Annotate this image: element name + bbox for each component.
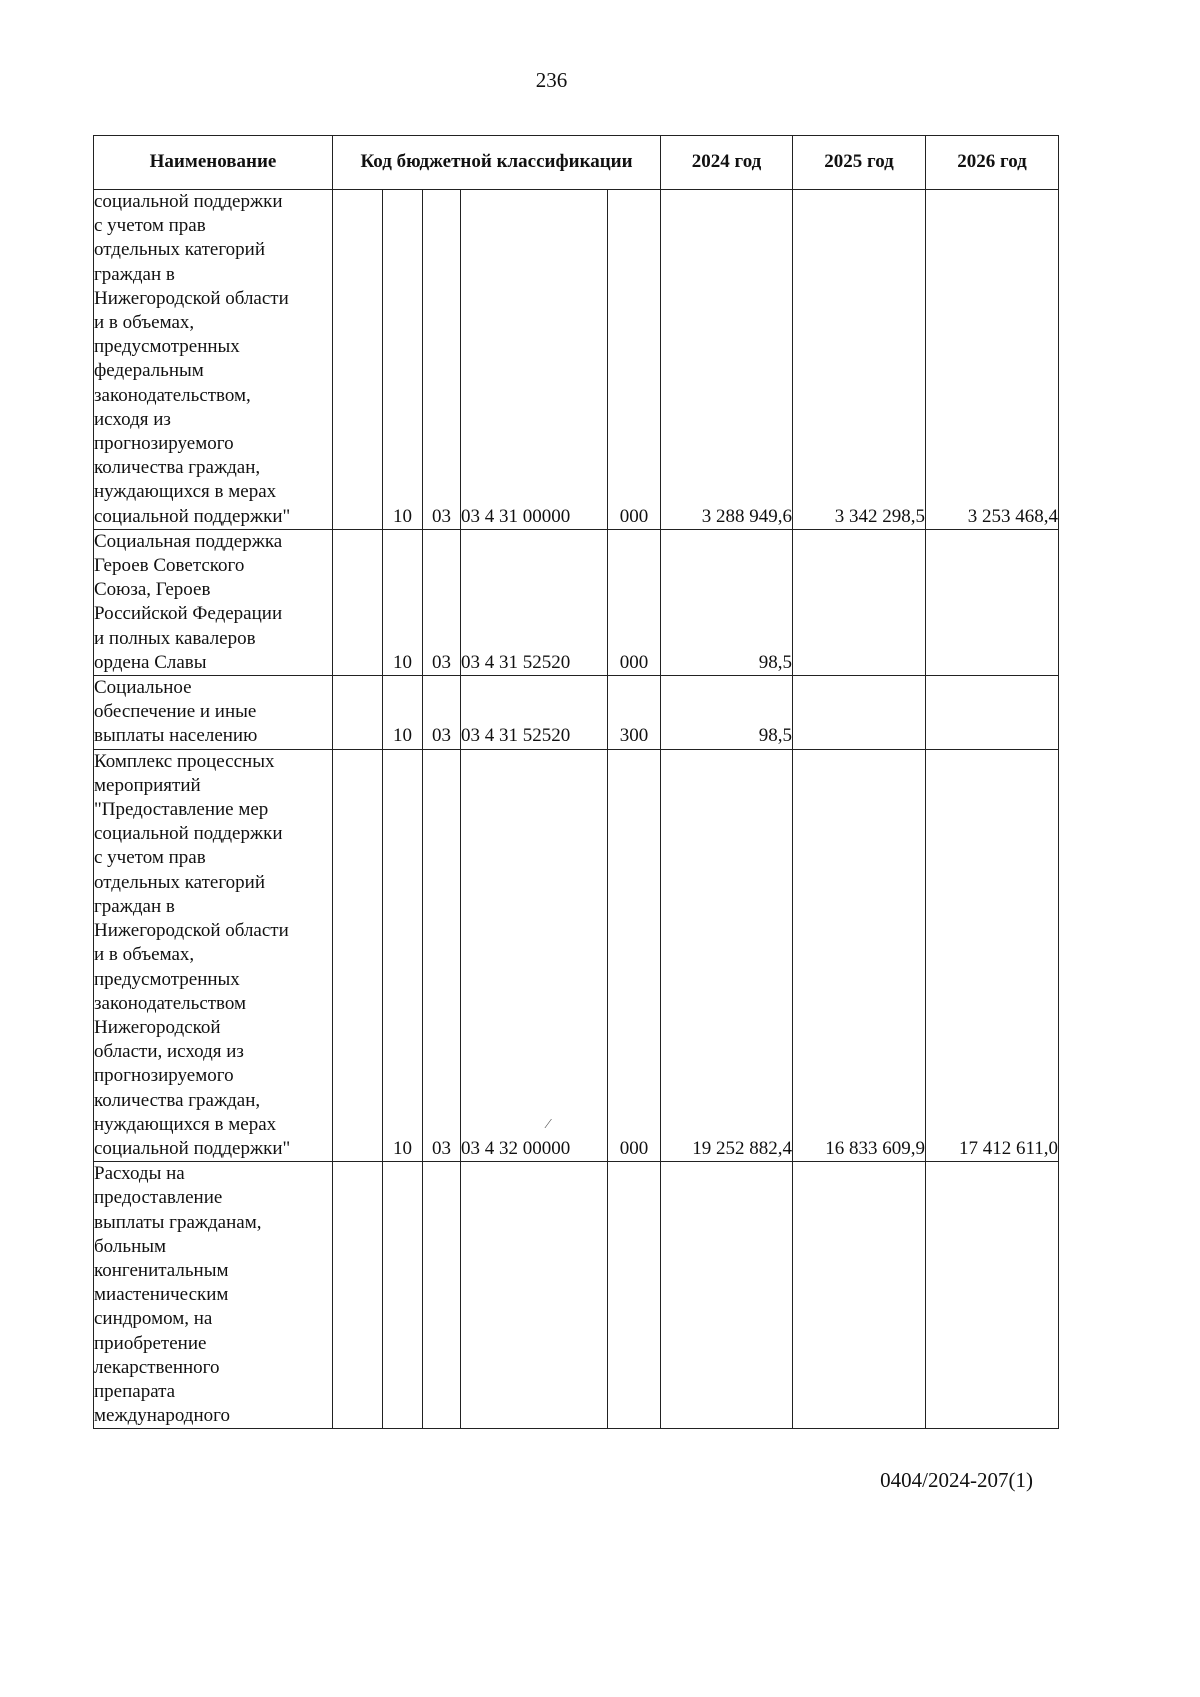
row-name: Расходы на предоставление выплаты гражданам, больным конгенитальным миастеническим синдромом, на приобретение лекарственного препарата международного xyxy=(94,1162,333,1429)
header-budget-code: Код бюджетной классификации xyxy=(333,136,661,190)
row-target-article xyxy=(461,1162,608,1429)
row-target-article: 03 4 31 00000 xyxy=(461,190,608,530)
row-subsection: 03 xyxy=(423,529,461,675)
table-row xyxy=(94,190,1059,530)
row-2026 xyxy=(926,1162,1059,1429)
header-2026: 2026 год xyxy=(926,136,1059,190)
page-number: 236 xyxy=(535,68,568,92)
row-expense-type xyxy=(608,1162,661,1429)
row-target-article: 03 4 32 00000 xyxy=(461,749,608,1161)
row-target-article: 03 4 31 52520 xyxy=(461,676,608,750)
row-section xyxy=(383,1162,423,1429)
row-2024: 19 252 882,4 xyxy=(661,749,793,1161)
table-row xyxy=(94,749,1059,1161)
row-2026: 17 412 611,0 xyxy=(926,749,1059,1161)
row-2025 xyxy=(793,676,926,750)
row-blank-cell xyxy=(333,749,383,1161)
row-name: Комплекс процессных мероприятий "Предоставление мер социальной поддержки с учетом прав отдельных категорий граждан в Нижегородской области и в объемах, предусмотренных законодательством Нижегородской области, исходя из прогнозируемого количества граждан, нуждающихся в мерах социальной поддержки" xyxy=(94,749,333,1161)
row-name: Социальная поддержка Героев Советского Союза, Героев Российской Федерации и полных кавалеров ордена Славы xyxy=(94,529,333,675)
row-2026: 3 253 468,4 xyxy=(926,190,1059,530)
header-2024: 2024 год xyxy=(661,136,793,190)
table-row xyxy=(94,529,1059,675)
budget-table xyxy=(93,135,1059,1429)
row-2024: 98,5 xyxy=(661,676,793,750)
row-target-article: 03 4 31 52520 xyxy=(461,529,608,675)
row-name: Социальное обеспечение и иные выплаты населению xyxy=(94,676,333,750)
row-subsection: 03 xyxy=(423,676,461,750)
row-blank-cell xyxy=(333,190,383,530)
row-2024: 3 288 949,6 xyxy=(661,190,793,530)
table-row xyxy=(94,676,1059,750)
document-id: 0404/2024-207(1) xyxy=(880,1468,1033,1492)
row-blank-cell xyxy=(333,529,383,675)
row-subsection xyxy=(423,1162,461,1429)
scan-mark: ⁄ xyxy=(547,1117,550,1132)
table-header-row xyxy=(94,136,1059,190)
row-section: 10 xyxy=(383,190,423,530)
row-section: 10 xyxy=(383,676,423,750)
row-2026 xyxy=(926,676,1059,750)
row-section: 10 xyxy=(383,529,423,675)
row-2024: 98,5 xyxy=(661,529,793,675)
table-row xyxy=(94,1162,1059,1429)
row-blank-cell xyxy=(333,1162,383,1429)
row-expense-type: 000 xyxy=(608,190,661,530)
header-name: Наименование xyxy=(94,136,333,190)
header-2025: 2025 год xyxy=(793,136,926,190)
row-expense-type: 000 xyxy=(608,749,661,1161)
row-2026 xyxy=(926,529,1059,675)
row-subsection: 03 xyxy=(423,749,461,1161)
row-2025: 3 342 298,5 xyxy=(793,190,926,530)
row-2024 xyxy=(661,1162,793,1429)
row-subsection: 03 xyxy=(423,190,461,530)
row-2025 xyxy=(793,529,926,675)
row-2025: 16 833 609,9 xyxy=(793,749,926,1161)
row-2025 xyxy=(793,1162,926,1429)
row-blank-cell xyxy=(333,676,383,750)
row-expense-type: 300 xyxy=(608,676,661,750)
row-expense-type: 000 xyxy=(608,529,661,675)
row-name: социальной поддержки с учетом прав отдельных категорий граждан в Нижегородской области и в объемах, предусмотренных федеральным законодательством, исходя из прогнозируемого количества граждан, нуждающихся в мерах социальной поддержки" xyxy=(94,190,333,530)
row-section: 10 xyxy=(383,749,423,1161)
